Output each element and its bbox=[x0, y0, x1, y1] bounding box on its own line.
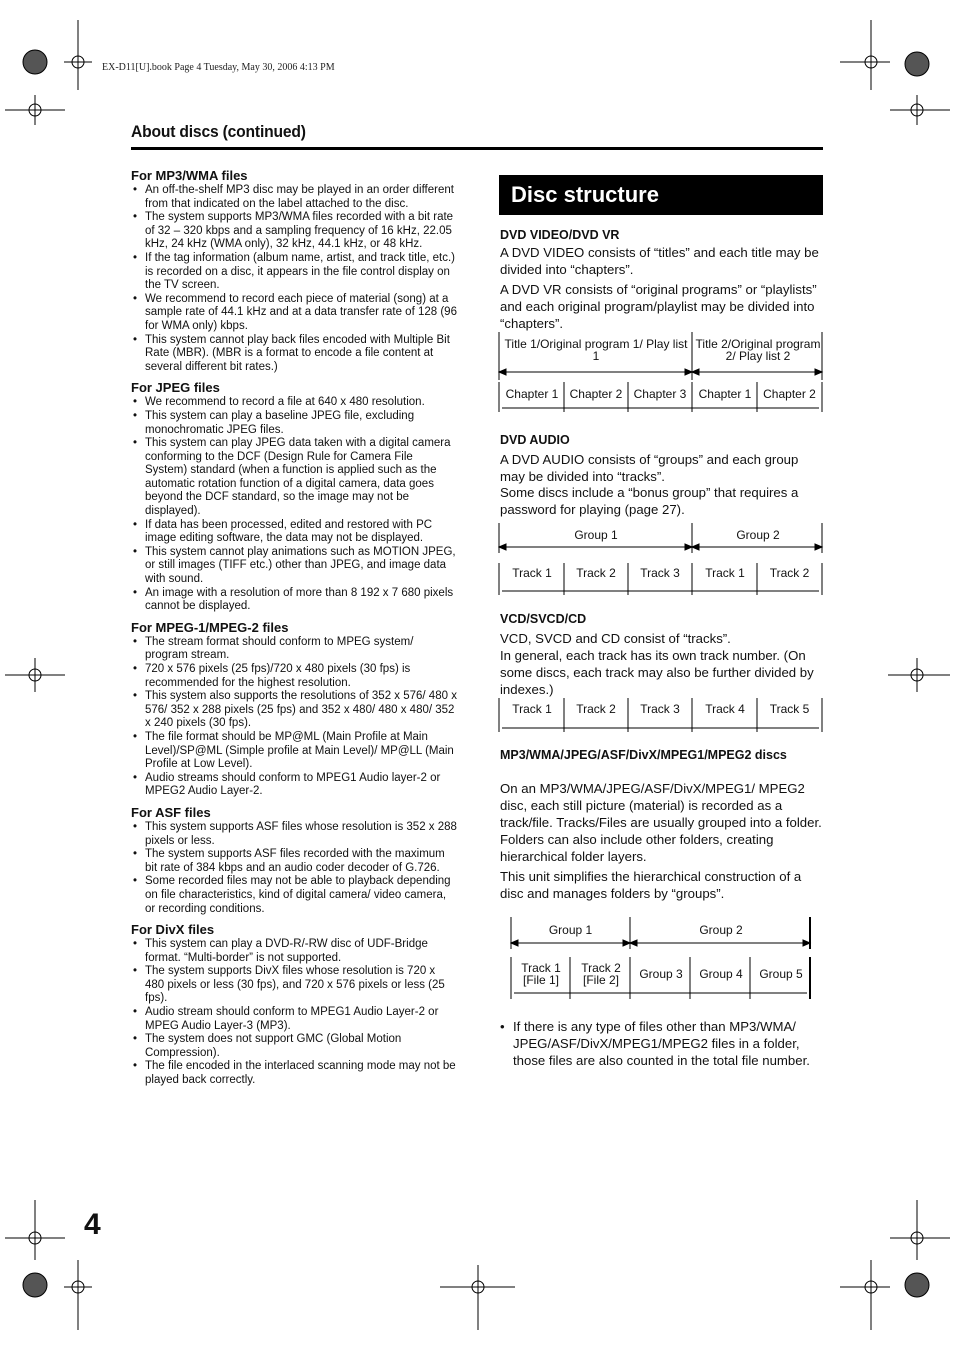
diagram-label: Chapter 1 bbox=[698, 387, 752, 401]
diagram-label: Group 2 bbox=[699, 923, 743, 937]
list-item: • An image with a resolution of more than 8 192 x 7 680 pixels cannot be displayed. bbox=[131, 587, 457, 614]
mp3-note: • If there is any type of files other than MP3/WMA/ JPEG/ASF/DivX/MPEG1/MPEG2 files in a folder, those files are also counted in the total file number. bbox=[500, 1018, 823, 1069]
diagram-label: Group 1 bbox=[548, 923, 593, 937]
list-item: • The file encoded in the interlaced scanning mode may not be played back correctly. bbox=[131, 1060, 457, 1087]
page-number: 4 bbox=[84, 1208, 101, 1241]
disc-structure-banner bbox=[499, 175, 823, 215]
list-item: • An off-the-shelf MP3 disc may be played in an order different from that indicated on the label attached to the disc. bbox=[131, 184, 457, 211]
diagram-label: Group 2 bbox=[736, 528, 780, 542]
section-title: For MPEG-1/MPEG-2 files bbox=[131, 619, 289, 635]
list-item: • We recommend to record a file at 640 x 480 resolution. bbox=[131, 396, 457, 410]
list-item: • This system can play JPEG data taken with a digital camera conforming to the DCF (Design Rule for Camera File System) standard (when a function is applied such as the automatic rotation function of a digital camera, data goes beyond the DCF standard, so the image may not be displayed). bbox=[131, 437, 457, 519]
diagram-label: Track 2 bbox=[576, 702, 616, 716]
list-item: • The system supports MP3/WMA files recorded with a bit rate of 32 – 320 kbps and a sampling frequency of 16 kHz, 22.05 kHz, 24 kHz (WMA only), 32 kHz, 44.1 kHz, or 48 kHz. bbox=[131, 211, 457, 252]
list-item: • The system supports ASF files recorded with the maximum bit rate of 384 kbps and an audio coder decoder of G.726. bbox=[131, 848, 457, 875]
section-divx bbox=[131, 922, 457, 1088]
dvd-audio-p1: A DVD AUDIO consists of “groups” and each group may be divided into “tracks”. bbox=[500, 452, 799, 484]
mp3-discs-p1: On an MP3/WMA/JPEG/ASF/DivX/MPEG1/ MPEG2 disc, each still picture (material) is recorded as a track/file. Tracks/Files are usually grouped into a folder. Folders can also include other folders, creating hierarchical folder layers. bbox=[500, 781, 822, 864]
section-title: For ASF files bbox=[131, 804, 211, 820]
section-mp3-wma bbox=[131, 168, 457, 374]
list-item: • This system can play a DVD-R/-RW disc of UDF-Bridge format. “Multi-border” is not supported. bbox=[131, 938, 457, 965]
list-item: • We recommend to record each piece of material (song) at a sample rate of 44.1 kHz and at a data transfer rate of 128 (96 for WMA only) kbps. bbox=[131, 293, 457, 334]
diagram-label: Track 2 [File 2] bbox=[581, 961, 621, 987]
diagram-label: Chapter 1 bbox=[505, 387, 559, 401]
list-item: • The system does not support GMC (Global Motion Compression). bbox=[131, 1033, 457, 1060]
list-item: • The file format should be MP@ML (Main Profile at Main Level)/SP@ML (Simple profile at Main Level)/ MP@LL (Main Profile at Low Level). bbox=[131, 731, 457, 772]
mp3-discs-p2: This unit simplifies the hierarchical construction of a disc and manages folders by “groups”. bbox=[500, 869, 802, 901]
diagram-label: Track 3 bbox=[640, 702, 680, 716]
section-jpeg bbox=[131, 380, 457, 614]
diagram-label: Track 1 bbox=[512, 702, 552, 716]
list-item: • If data has been processed, edited and restored with PC image editing software, the data may not be displayed. bbox=[131, 519, 457, 546]
diagram-label: Chapter 3 bbox=[633, 387, 687, 401]
dvd-video-p1: A DVD VIDEO consists of “titles” and each title may be divided into “chapters”. bbox=[500, 245, 819, 277]
list-item: • This system also supports the resolutions of 352 x 576/ 480 x 576/ 352 x 288 pixels (25 fps) and 352 x 480/ 480 x 480/ 352 x 240 pixels (30 fps). bbox=[131, 690, 457, 731]
list-item: • This system can play a baseline JPEG file, excluding monochromatic JPEG files. bbox=[131, 410, 457, 437]
diagram-label: Track 1 bbox=[705, 566, 745, 580]
mp3-discs-title: MP3/WMA/JPEG/ASF/DivX/MPEG1/MPEG2 discs bbox=[500, 748, 787, 762]
page-heading: About discs (continued) bbox=[131, 122, 306, 141]
diagram-label: Group 1 bbox=[574, 528, 618, 542]
diagram-label: Group 5 bbox=[759, 967, 803, 981]
list-item: • The system supports DivX files whose resolution is 720 x 480 pixels or less (30 fps), and 720 x 576 pixels or less (25 fps). bbox=[131, 965, 457, 1006]
dvd-video-p2: A DVD VR consists of “original programs” or “playlists” and each original program/playlist may be divided into “chapters”. bbox=[500, 282, 817, 331]
vcd-p1: VCD, SVCD and CD consist of “tracks”. bbox=[500, 631, 731, 646]
section-mpeg bbox=[131, 620, 457, 799]
diagram-label: Chapter 2 bbox=[763, 387, 816, 401]
diagram-label: Title 2/Original program 2/ Play list 2 bbox=[695, 337, 821, 363]
list-item: • The stream format should conform to MPEG system/ program stream. bbox=[131, 636, 457, 663]
list-item: • Audio stream should conform to MPEG1 Audio Layer-2 or MPEG Audio Layer-3 (MP3). bbox=[131, 1006, 457, 1033]
vcd-p2: In general, each track has its own track number. (On some discs, each track may also be further divided by indexes.) bbox=[500, 648, 814, 697]
list-item: • This system cannot play animations such as MOTION JPEG, or still images (TIFF etc.) other than JPEG, and image data with sound. bbox=[131, 546, 457, 587]
list-item: • This system cannot play back files encoded with Multiple Bit Rate (MBR). (MBR is a format to encode a file content at several different bit rates.) bbox=[131, 334, 457, 375]
section-asf bbox=[131, 805, 457, 916]
diagram-label: Title 1/Original program 1/ Play list 1 bbox=[504, 337, 688, 363]
registration-disc-icon bbox=[23, 50, 47, 74]
left-column bbox=[131, 168, 457, 1094]
diagram-label: Track 3 bbox=[640, 566, 680, 580]
diagram-label: Group 4 bbox=[699, 967, 743, 981]
section-title: For MP3/WMA files bbox=[131, 168, 248, 183]
diagram-label: Track 4 bbox=[705, 702, 745, 716]
heading-rule bbox=[131, 147, 823, 150]
section-title: For JPEG files bbox=[131, 380, 220, 396]
vcd-title: VCD/SVCD/CD bbox=[500, 612, 587, 626]
section-title: For DivX files bbox=[131, 922, 215, 938]
list-item: • Some recorded files may not be able to playback depending on file characteristics, kind of digital camera/ video camera, or recording conditions. bbox=[131, 875, 457, 916]
banner-title: Disc structure bbox=[511, 182, 659, 207]
list-item: • This system supports ASF files whose resolution is 352 x 288 pixels or less. bbox=[131, 821, 457, 848]
diagram-label: Group 3 bbox=[639, 967, 683, 981]
diagram-label: Track 1 bbox=[512, 566, 552, 580]
list-item: • If the tag information (album name, artist, and track title, etc.) is recorded on a disc, it appears in the file control display on the TV screen. bbox=[131, 252, 457, 293]
diagram-label: Track 2 bbox=[769, 566, 810, 580]
header-meta: EX-D11[U].book Page 4 Tuesday, May 30, 2006 4:13 PM bbox=[102, 62, 335, 73]
dvd-video-title: DVD VIDEO/DVD VR bbox=[500, 228, 620, 242]
dvd-audio-title: DVD AUDIO bbox=[500, 433, 570, 447]
diagram-label: Track 5 bbox=[769, 702, 810, 716]
diagram-label: Track 2 bbox=[576, 566, 616, 580]
list-item: • 720 x 576 pixels (25 fps)/720 x 480 pixels (30 fps) is recommended for the highest resolution. bbox=[131, 663, 457, 690]
diagram-label: Track 1 [File 1] bbox=[521, 961, 561, 987]
dvd-audio-p2: Some discs include a “bonus group” that requires a password for playing (page 27). bbox=[500, 485, 799, 517]
list-item: • Audio streams should conform to MPEG1 Audio layer-2 or MPEG2 Audio Layer-2. bbox=[131, 772, 457, 799]
diagram-label: Chapter 2 bbox=[569, 387, 623, 401]
